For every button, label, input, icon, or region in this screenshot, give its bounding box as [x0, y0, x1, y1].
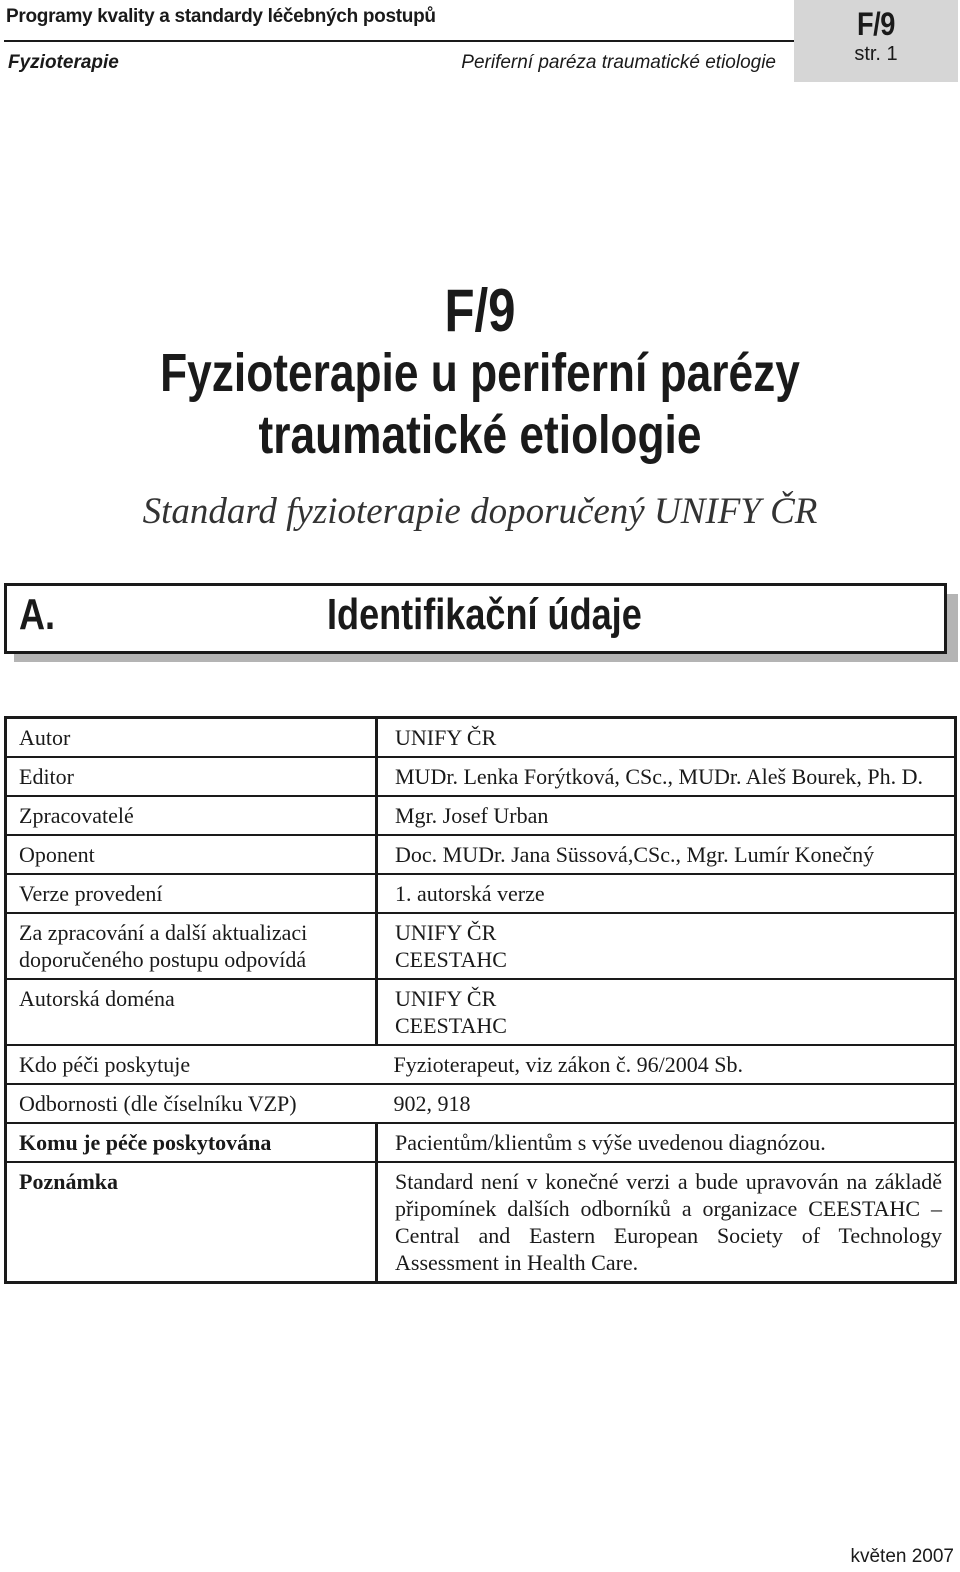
row-value: Doc. MUDr. Jana Süssová,CSc., Mgr. Lumír Konečný — [377, 835, 956, 874]
table-row — [6, 1084, 956, 1123]
table-row — [6, 1123, 956, 1162]
header-rule — [4, 40, 796, 42]
topic-label: Periferní paréza traumatické etiologie — [461, 52, 776, 73]
row-value: Fyzioterapeut, viz zákon č. 96/2004 Sb. — [377, 1045, 956, 1084]
row-label: Komu je péče poskytována — [6, 1123, 377, 1162]
row-value-line-2: CEESTAHC — [395, 1013, 507, 1038]
table-row — [6, 718, 956, 758]
title-block — [0, 277, 960, 466]
row-label: Verze provedení — [6, 874, 377, 913]
row-label: Poznámka — [6, 1162, 377, 1283]
row-label: Kdo péči poskytuje — [6, 1045, 377, 1084]
title-code: F/9 — [444, 277, 516, 344]
row-value — [377, 913, 956, 979]
document-code: F/9 — [856, 6, 896, 42]
subtitle: Standard fyzioterapie doporučený UNIFY ČR — [142, 491, 818, 532]
page-number: str. 1 — [854, 43, 898, 65]
identification-table — [4, 716, 957, 1284]
row-label: Editor — [6, 757, 377, 796]
row-value: Mgr. Josef Urban — [377, 796, 956, 835]
row-value: UNIFY ČR — [377, 718, 956, 758]
row-label: Autor — [6, 718, 377, 758]
row-label: Odbornosti (dle číselníku VZP) — [6, 1084, 377, 1123]
row-label-line-2: doporučeného postupu odpovídá — [19, 947, 307, 972]
footer-date: květen 2007 — [850, 1546, 954, 1567]
row-label-line-1: Za zpracování a další aktualizaci — [19, 920, 308, 945]
row-label: Autorská doména — [6, 979, 377, 1045]
row-value: MUDr. Lenka Forýtková, CSc., MUDr. Aleš Bourek, Ph. D. — [377, 757, 956, 796]
table-row — [6, 874, 956, 913]
row-value — [377, 979, 956, 1045]
row-value: 1. autorská verze — [377, 874, 956, 913]
table-row — [6, 979, 956, 1045]
row-value-line-2: CEESTAHC — [395, 947, 507, 972]
row-label — [6, 913, 377, 979]
title-line-2: traumatické etiologie — [258, 405, 702, 465]
title-line-1: Fyzioterapie u periferní parézy — [160, 343, 800, 403]
table-row — [6, 913, 956, 979]
section-letter: A. — [19, 590, 56, 639]
table-row — [6, 1045, 956, 1084]
table-row — [6, 1162, 956, 1283]
row-value: Pacientům/klientům s výše uvedenou diagnózou. — [377, 1123, 956, 1162]
row-label: Oponent — [6, 835, 377, 874]
table-row — [6, 796, 956, 835]
section-heading — [4, 583, 947, 654]
table-row — [6, 757, 956, 796]
section-title: Identifikační údaje — [327, 590, 642, 639]
category-label: Fyzioterapie — [8, 52, 119, 73]
document-code-box — [794, 0, 958, 82]
row-value-line-1: UNIFY ČR — [395, 920, 497, 945]
row-value: 902, 918 — [377, 1084, 956, 1123]
row-value: Standard není v konečné verzi a bude upravován na základě připomínek dalších odborníků a organizace CEESTAHC – Central and Eastern European Society of Technology Assessment in Health Care. — [377, 1162, 956, 1283]
row-label: Zpracovatelé — [6, 796, 377, 835]
table-row — [6, 835, 956, 874]
row-value-line-1: UNIFY ČR — [395, 986, 497, 1011]
series-title: Programy kvality a standardy léčebných postupů — [6, 6, 436, 27]
